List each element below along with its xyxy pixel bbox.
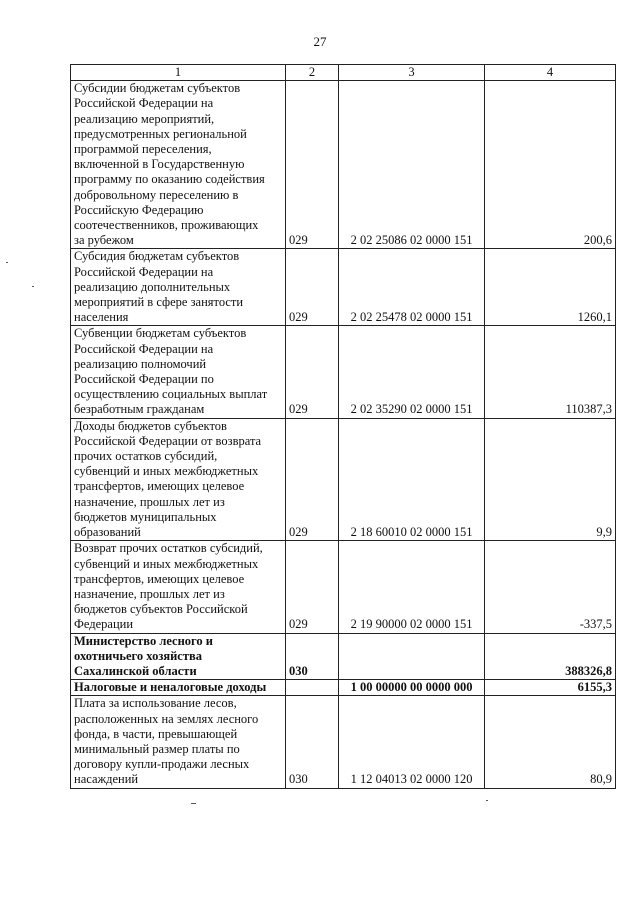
- table-row: [71, 680, 616, 696]
- scan-speck: [191, 803, 196, 804]
- row-amount: 388326,8: [485, 633, 616, 680]
- description-line: Российскую Федерацию: [74, 202, 204, 217]
- description-line: трансфертов, имеющих целевое: [74, 479, 245, 494]
- description-line: бюджетов субъектов Российской: [74, 602, 248, 617]
- description-line: Российской Федерации на: [74, 96, 214, 111]
- table-row: [71, 418, 616, 541]
- column-header-2: 2: [286, 65, 339, 81]
- description-line: программой переселения,: [74, 142, 212, 157]
- description-line: соотечественников, проживающих: [74, 218, 259, 233]
- description-line: за рубежом: [74, 233, 134, 248]
- description-line: бюджетов муниципальных: [74, 509, 217, 524]
- row-description: [71, 633, 286, 680]
- table-row: [71, 249, 616, 326]
- scan-speck: [486, 800, 488, 801]
- revenue-table: [70, 64, 616, 789]
- table-row: [71, 81, 616, 249]
- description-line: трансфертов, имеющих целевое: [74, 571, 245, 586]
- description-line: Российской Федерации на: [74, 341, 214, 356]
- description-line: мероприятий в сфере занятости: [74, 295, 244, 310]
- row-amount: 80,9: [485, 696, 616, 788]
- description-line: Плата за использование лесов,: [74, 696, 237, 711]
- description-line: субвенций и иных межбюджетных: [74, 556, 259, 571]
- row-description: [71, 81, 286, 249]
- row-admin-code: 029: [286, 249, 339, 326]
- column-header-4: 4: [485, 65, 616, 81]
- row-amount: 110387,3: [485, 326, 616, 418]
- description-line: реализацию мероприятий,: [74, 111, 215, 126]
- description-line: назначение, прошлых лет из: [74, 586, 225, 601]
- description-line: включенной в Государственную: [74, 157, 245, 172]
- row-admin-code: 029: [286, 326, 339, 418]
- description-line: Доходы бюджетов субъектов: [74, 418, 227, 433]
- description-line: осуществлению социальных выплат: [74, 387, 268, 402]
- scan-speck: [6, 262, 8, 263]
- row-description: [71, 541, 286, 633]
- row-kbk-code: 1 00 00000 00 0000 000: [339, 680, 485, 696]
- table-row: [71, 541, 616, 633]
- row-amount: 6155,3: [485, 680, 616, 696]
- description-line: назначение, прошлых лет из: [74, 494, 225, 509]
- description-line: договору купли-продажи лесных: [74, 757, 250, 772]
- description-line: Субсидии бюджетам субъектов: [74, 81, 241, 96]
- column-header-3: 3: [339, 65, 485, 81]
- description-line: минимальный размер платы по: [74, 741, 240, 756]
- description-line: населения: [74, 310, 129, 325]
- scan-speck: [32, 286, 34, 287]
- row-kbk-code: 2 02 25478 02 0000 151: [339, 249, 485, 326]
- description-line: программу по оказанию содействия: [74, 172, 265, 187]
- description-line: безработным гражданам: [74, 402, 205, 417]
- description-line: Сахалинской области: [74, 663, 197, 678]
- row-admin-code: 030: [286, 633, 339, 680]
- description-line: субвенций и иных межбюджетных: [74, 464, 259, 479]
- table-row: [71, 326, 616, 418]
- row-kbk-code: [339, 633, 485, 680]
- description-line: реализацию дополнительных: [74, 279, 231, 294]
- description-line: Министерство лесного и: [74, 633, 213, 648]
- description-line: прочих остатков субсидий,: [74, 449, 218, 464]
- row-admin-code: 029: [286, 541, 339, 633]
- row-admin-code: [286, 680, 339, 696]
- description-line: реализацию полномочий: [74, 356, 207, 371]
- description-line: Российской Федерации по: [74, 372, 214, 387]
- row-admin-code: 030: [286, 696, 339, 788]
- description-line: Российской Федерации на: [74, 264, 214, 279]
- row-description: [71, 680, 286, 696]
- row-kbk-code: 2 02 35290 02 0000 151: [339, 326, 485, 418]
- description-line: Субсидия бюджетам субъектов: [74, 249, 240, 264]
- description-line: образований: [74, 525, 141, 540]
- row-amount: 9,9: [485, 418, 616, 541]
- row-description: [71, 418, 286, 541]
- row-amount: 200,6: [485, 81, 616, 249]
- description-line: охотничьего хозяйства: [74, 648, 202, 663]
- row-kbk-code: 2 02 25086 02 0000 151: [339, 81, 485, 249]
- description-line: Российской Федерации от возврата: [74, 433, 262, 448]
- table-header-row: [71, 65, 616, 81]
- description-line: насаждений: [74, 772, 139, 787]
- description-line: предусмотренных региональной: [74, 126, 247, 141]
- description-line: Возврат прочих остатков субсидий,: [74, 541, 263, 556]
- description-line: фонда, в части, превышающей: [74, 726, 238, 741]
- description-line: Налоговые и неналоговые доходы: [74, 680, 267, 695]
- row-admin-code: 029: [286, 81, 339, 249]
- page-number: 27: [313, 34, 327, 49]
- row-amount: 1260,1: [485, 249, 616, 326]
- table-row: [71, 696, 616, 788]
- description-line: Федерации: [74, 617, 134, 632]
- description-line: расположенных на землях лесного: [74, 711, 259, 726]
- description-line: Субвенции бюджетам субъектов: [74, 326, 247, 341]
- table-row: [71, 633, 616, 680]
- row-kbk-code: 2 18 60010 02 0000 151: [339, 418, 485, 541]
- row-description: [71, 696, 286, 788]
- row-kbk-code: 1 12 04013 02 0000 120: [339, 696, 485, 788]
- row-admin-code: 029: [286, 418, 339, 541]
- row-description: [71, 326, 286, 418]
- column-header-1: 1: [71, 65, 286, 81]
- row-description: [71, 249, 286, 326]
- description-line: добровольному переселению в: [74, 187, 239, 202]
- row-amount: -337,5: [485, 541, 616, 633]
- row-kbk-code: 2 19 90000 02 0000 151: [339, 541, 485, 633]
